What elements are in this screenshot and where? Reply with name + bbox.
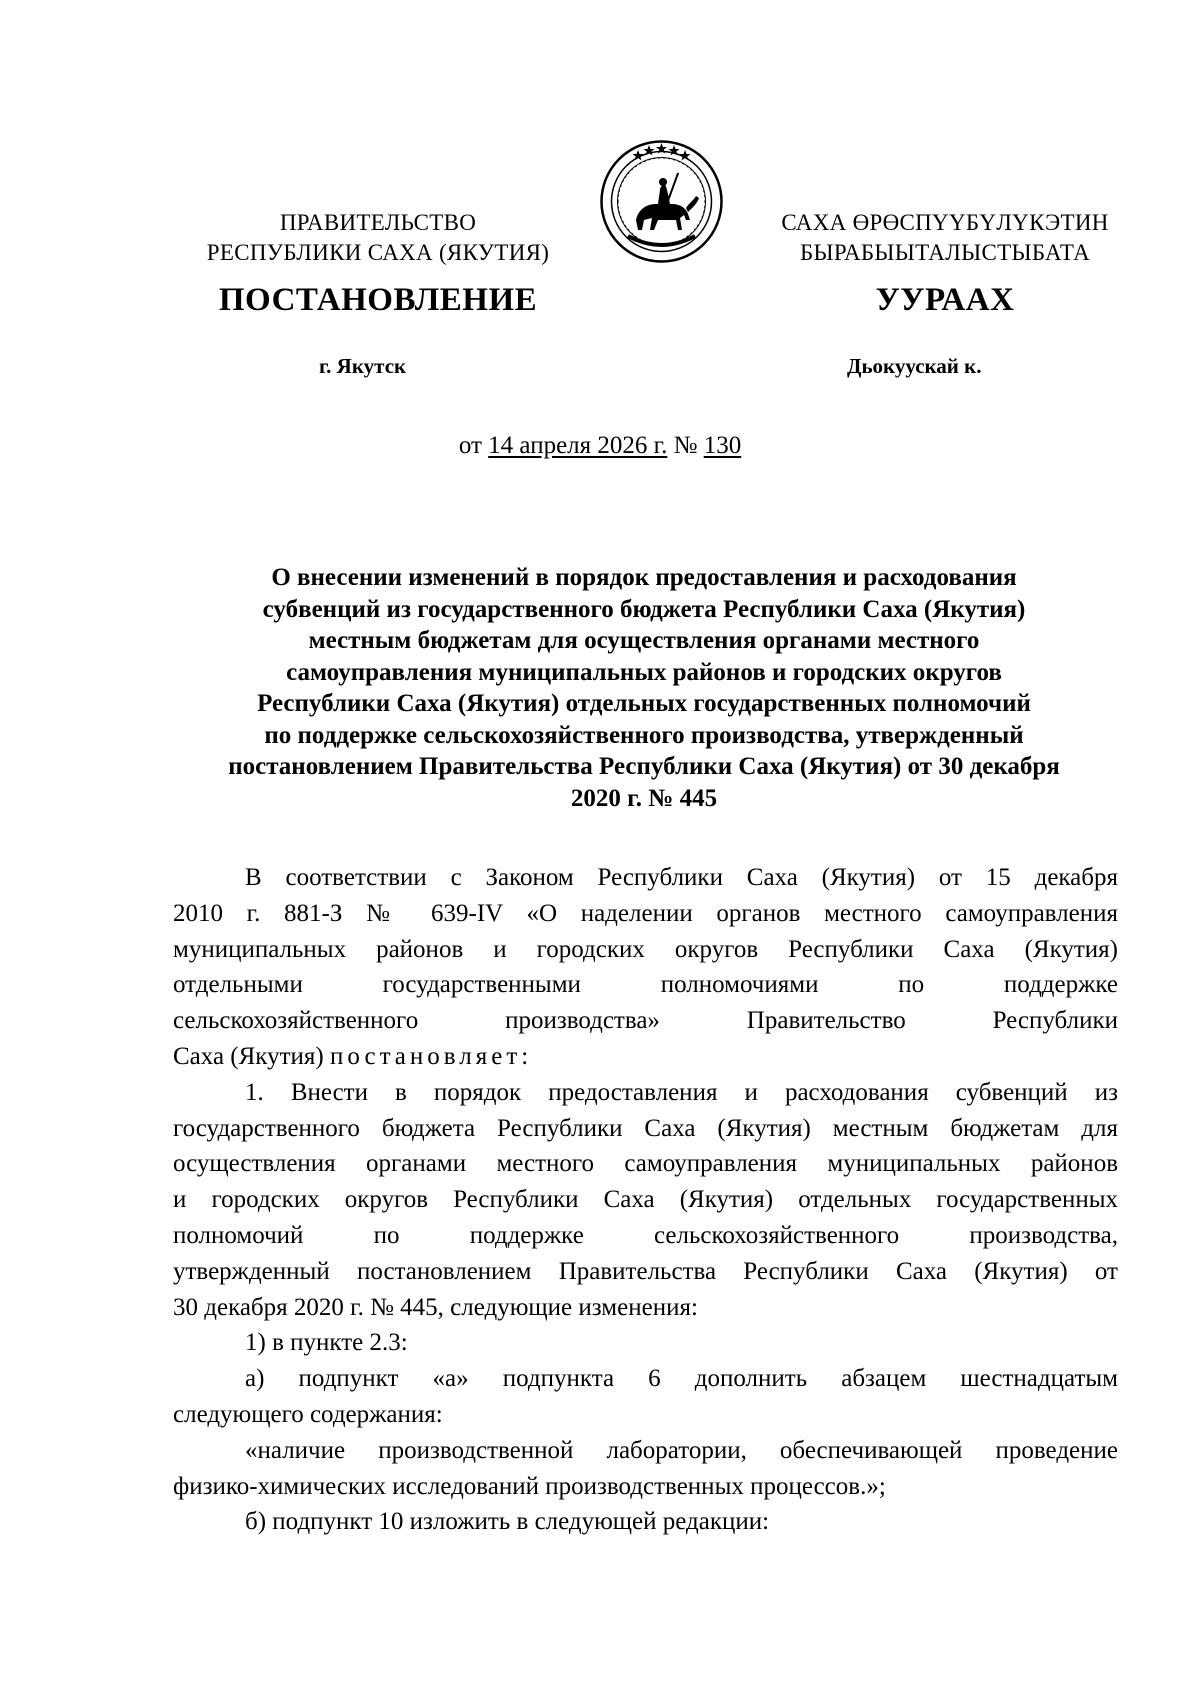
title-line: местным бюджетам для осуществления органами местного	[308, 627, 980, 654]
document-title	[168, 562, 1120, 814]
number-sign: №	[673, 432, 698, 459]
body-line: «наличие производственной лаборатории, обеспечивающей проведение	[245, 1436, 1118, 1464]
body-line: В соответствии с Законом Республики Саха (Якутия) от 15 декабря	[245, 864, 1118, 891]
body-line: утвержденный постановлением Правительства Республики Саха (Якутия) от	[173, 1257, 1118, 1285]
title-line: по поддержке сельскохозяйственного производства, утвержденный	[264, 721, 1024, 749]
title-line: самоуправления муниципальных районов и городских округов	[286, 658, 1002, 686]
body-line: 2010 г. 881-З № 639-IV «О наделении органов местного самоуправления	[173, 899, 1118, 927]
org-name-left-line-2: РЕСПУБЛИКИ САХА (ЯКУТИЯ)	[206, 240, 550, 265]
body-line: муниципальных районов и городских округов Республики Саха (Якутия)	[173, 935, 1118, 963]
date-value: 14 апреля 2026 г.	[488, 432, 668, 459]
org-name-right	[735, 208, 1155, 268]
title-line: постановлением Правительства Республики Саха (Якутия) от 30 декабря	[228, 753, 1060, 780]
document-body	[173, 860, 1118, 1540]
number-value: 130	[703, 432, 742, 459]
coat-of-arms-sakha-icon	[598, 138, 725, 265]
doc-type-russian: ПОСТАНОВЛЕНИЕ	[218, 282, 538, 318]
date-prefix: от	[458, 432, 482, 459]
org-name-right-line-2: БЫРАБЫЫТАЛЫСТЫБАТА	[799, 240, 1091, 265]
body-line: следующего содержания:	[173, 1400, 443, 1428]
org-name-left-line-1: ПРАВИТЕЛЬСТВО	[279, 210, 477, 235]
doc-type-yakut: УУРААХ	[875, 282, 1015, 318]
city-yakut: Дьокуускай к.	[847, 354, 982, 378]
body-line: 1) в пункте 2.3:	[245, 1329, 408, 1357]
body-line: осуществления органами местного самоуправления муниципальных районов	[173, 1150, 1118, 1178]
body-line: сельскохозяйственного производства» Правительство Республики	[173, 1007, 1118, 1035]
body-line: и городских округов Республики Саха (Якутия) отдельных государственных	[173, 1186, 1118, 1214]
city-russian: г. Якутск	[319, 354, 407, 378]
date-number-line	[0, 432, 1200, 460]
title-line: О внесении изменений в порядок предоставления и расходования	[271, 564, 1017, 591]
body-line: физико-химических исследований производственных процессов.»;	[173, 1472, 886, 1500]
title-line: субвенций из государственного бюджета Республики Саха (Якутия)	[262, 595, 1026, 623]
title-line: Республики Саха (Якутия) отдельных государственных полномочий	[257, 690, 1031, 717]
body-line: 30 декабря 2020 г. № 445, следующие изменения:	[173, 1293, 698, 1321]
body-line: б) подпункт 10 изложить в следующей редакции:	[245, 1508, 770, 1536]
body-line: государственного бюджета Республики Саха (Якутия) местным бюджетам для	[173, 1114, 1118, 1142]
org-name-right-line-1: САХА ӨРӨСПҮҮБҮЛҮКЭТИН	[781, 210, 1109, 235]
body-line: полномочий по поддержке сельскохозяйственного производства,	[173, 1221, 1118, 1249]
body-line	[173, 1039, 1118, 1075]
org-name-left	[168, 208, 588, 268]
body-text: Саха (Якутия)	[173, 1042, 330, 1070]
body-line: отдельными государственными полномочиями по поддержке	[173, 971, 1118, 999]
body-line: а) подпункт «а» подпункта 6 дополнить абзацем шестнадцатым	[245, 1365, 1118, 1393]
decree-word: постановляет:	[329, 1042, 533, 1070]
body-line: 1. Внести в порядок предоставления и расходования субвенций из	[245, 1078, 1118, 1106]
title-line: 2020 г. № 445	[570, 784, 718, 812]
